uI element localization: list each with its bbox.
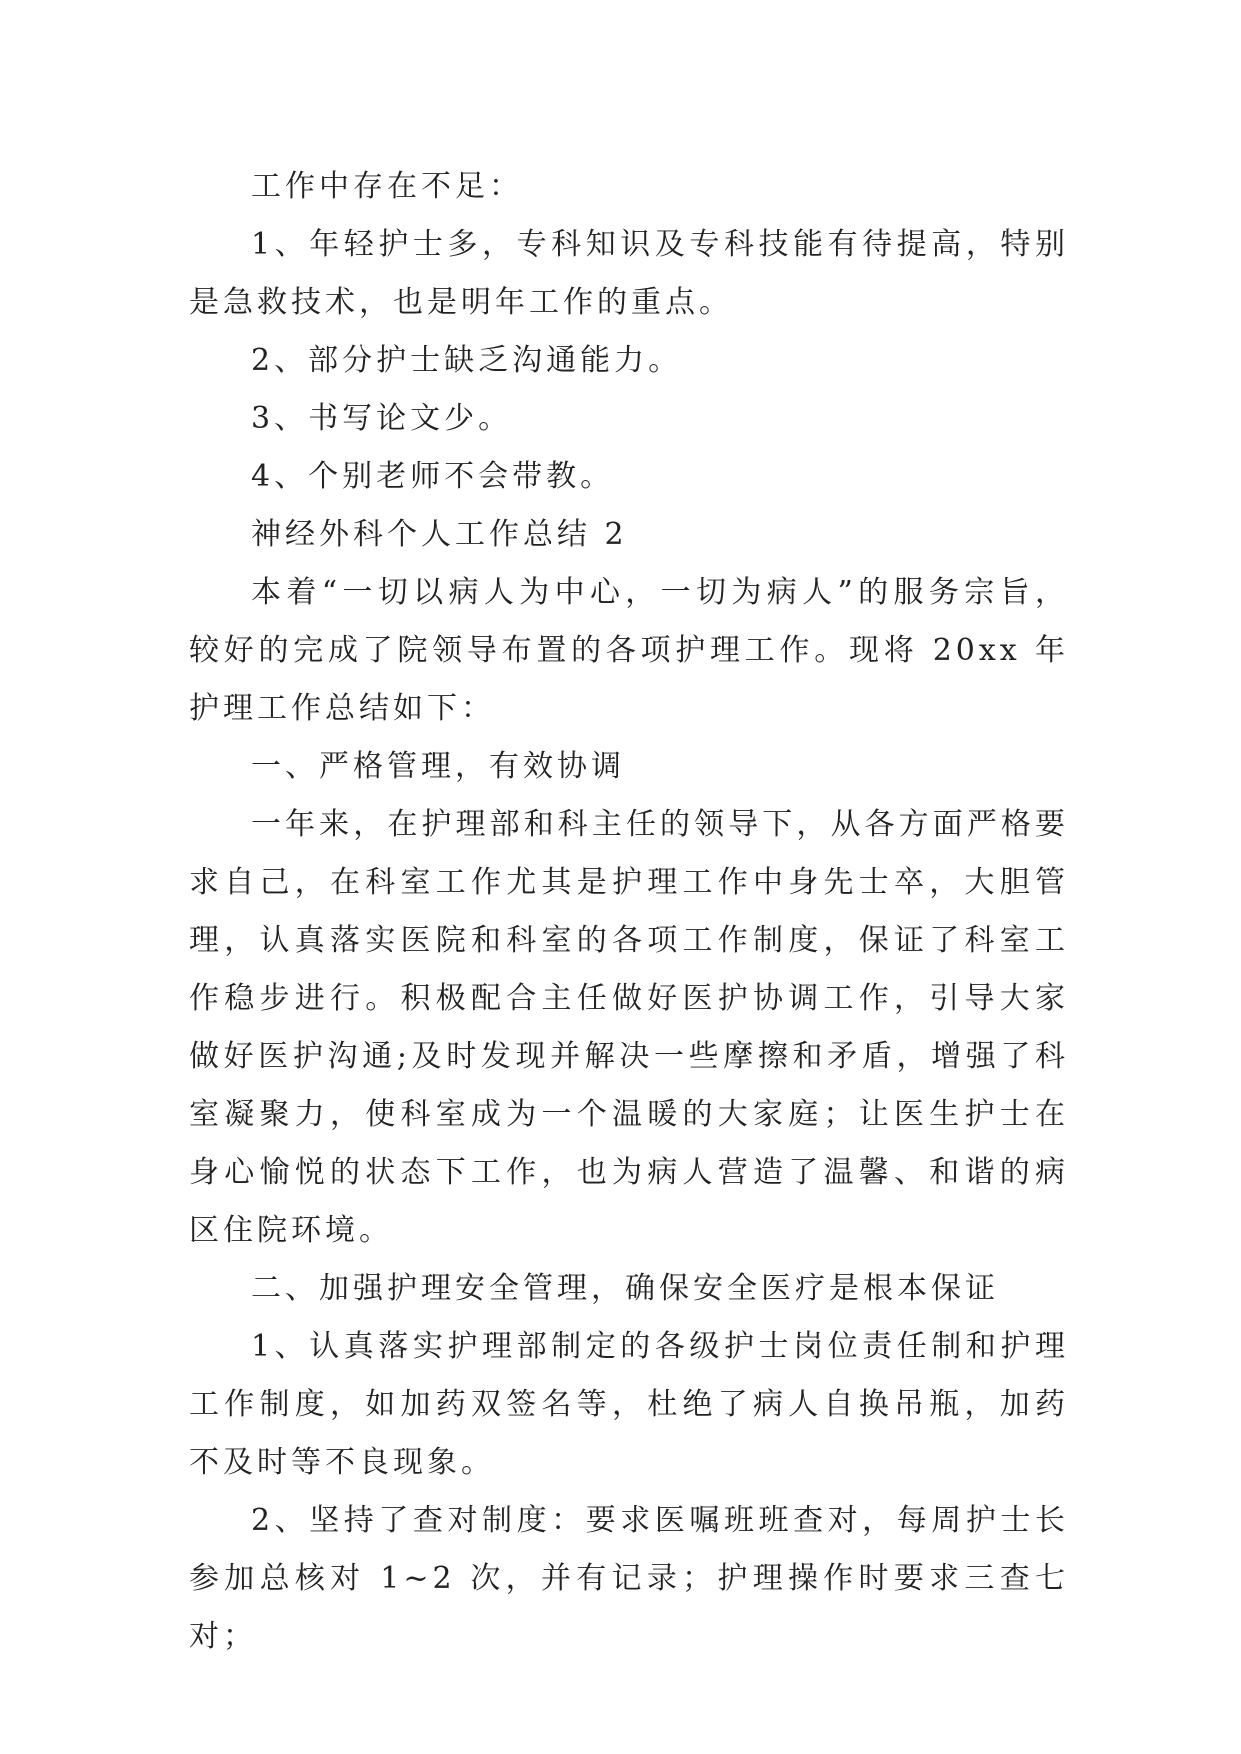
paragraph-item-2: 2、部分护士缺乏沟通能力。 xyxy=(251,343,683,378)
paragraph-safety-item-2: 2、坚持了查对制度：要求医嘱班班查对，每周护士长参加总核对 1~2 次，并有记录；护理操作时要求三查七对； xyxy=(189,1503,1069,1654)
section-title: 神经外科个人工作总结 2 xyxy=(251,517,628,552)
paragraph-item-4: 4、个别老师不会带教。 xyxy=(251,459,615,494)
paragraph-management-body: 一年来，在护理部和科主任的领导下，从各方面严格要求自己，在科室工作尤其是护理工作中身先士卒，大胆管理，认真落实医院和科室的各项工作制度，保证了科室工作稳步进行。积极配合主任做好医护协调工作，引导大家做好医护沟通;及时发现并解决一些摩擦和矛盾，增强了科室凝聚力，使科室成为一个温暖的大家庭；让医生护士在身心愉悦的状态下工作，也为病人营造了温馨、和谐的病区住院环境。 xyxy=(189,807,1069,1248)
document-body xyxy=(189,158,1069,1666)
paragraph-shortcomings-heading: 工作中存在不足： xyxy=(251,169,523,204)
heading-strict-management: 一、严格管理，有效协调 xyxy=(251,749,625,784)
paragraph-intro: 本着“一切以病人为中心，一切为病人”的服务宗旨，较好的完成了院领导布置的各项护理工作。现将 20xx 年护理工作总结如下： xyxy=(189,575,1069,726)
paragraph-item-1: 1、年轻护士多，专科知识及专科技能有待提高，特别是急救技术，也是明年工作的重点。 xyxy=(189,227,1069,320)
paragraph-item-3: 3、书写论文少。 xyxy=(251,401,513,436)
heading-safety-management: 二、加强护理安全管理，确保安全医疗是根本保证 xyxy=(251,1271,999,1306)
paragraph-safety-item-1: 1、认真落实护理部制定的各级护士岗位责任制和护理工作制度，如加药双签名等，杜绝了病人自换吊瓶，加药不及时等不良现象。 xyxy=(189,1329,1069,1480)
